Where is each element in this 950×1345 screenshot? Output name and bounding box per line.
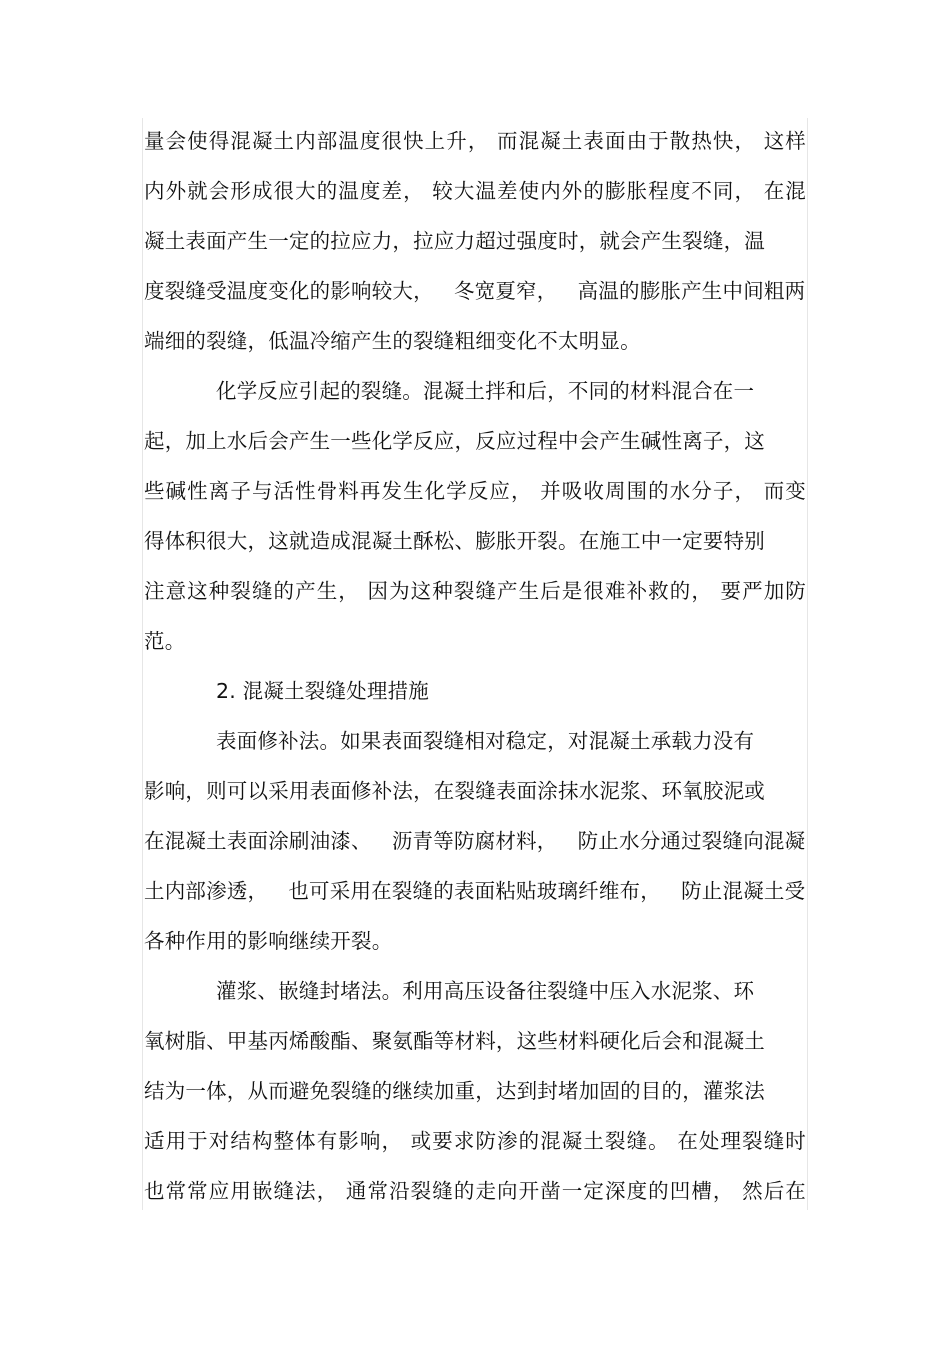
text-line: 也常常应用嵌缝法， 通常沿裂缝的走向开凿一定深度的凹槽， 然后在	[144, 1179, 806, 1203]
page-border-left	[142, 118, 143, 1210]
paragraph-first-line: 化学反应引起的裂缝。混凝土拌和后，不同的材料混合在一	[216, 379, 755, 403]
text-line: 适用于对结构整体有影响， 或要求防渗的混凝土裂缝。 在处理裂缝时	[144, 1129, 806, 1153]
paragraph-first-line: 表面修补法。如果表面裂缝相对稳定，对混凝土承载力没有	[216, 729, 755, 753]
page-border-right	[807, 118, 808, 1210]
text-line: 范。	[144, 629, 186, 653]
text-line: 端细的裂缝，低温冷缩产生的裂缝粗细变化不太明显。	[144, 329, 641, 353]
text-line: 度裂缝受温度变化的影响较大， 冬宽夏窄， 高温的膨胀产生中间粗两	[144, 279, 806, 303]
text-line: 量会使得混凝土内部温度很快上升， 而混凝土表面由于散热快， 这样	[144, 129, 806, 153]
text-line: 氧树脂、甲基丙烯酸酯、聚氨酯等材料，这些材料硬化后会和混凝土	[144, 1029, 765, 1053]
text-line: 些碱性离子与活性骨料再发生化学反应， 并吸收周围的水分子， 而变	[144, 479, 806, 503]
text-line: 影响，则可以采用表面修补法，在裂缝表面涂抹水泥浆、环氧胶泥或	[144, 779, 765, 803]
text-line: 各种作用的影响继续开裂。	[144, 929, 393, 953]
text-line: 内外就会形成很大的温度差， 较大温差使内外的膨胀程度不同， 在混	[144, 179, 806, 203]
text-line: 得体积很大，这就造成混凝土酥松、膨胀开裂。在施工中一定要特别	[144, 529, 765, 553]
text-line: 土内部渗透， 也可采用在裂缝的表面粘贴玻璃纤维布， 防止混凝土受	[144, 879, 806, 903]
text-line: 在混凝土表面涂刷油漆、 沥青等防腐材料， 防止水分通过裂缝向混凝	[144, 829, 806, 853]
text-line: 凝土表面产生一定的拉应力，拉应力超过强度时，就会产生裂缝，温	[144, 229, 765, 253]
text-line: 结为一体，从而避免裂缝的继续加重，达到封堵加固的目的，灌浆法	[144, 1079, 765, 1103]
text-line: 注意这种裂缝的产生， 因为这种裂缝产生后是很难补救的， 要严加防	[144, 579, 806, 603]
paragraph-first-line: 灌浆、嵌缝封堵法。利用高压设备往裂缝中压入水泥浆、环	[216, 979, 755, 1003]
section-heading: 2. 混凝土裂缝处理措施	[216, 679, 429, 703]
text-line: 起，加上水后会产生一些化学反应，反应过程中会产生碱性离子，这	[144, 429, 765, 453]
